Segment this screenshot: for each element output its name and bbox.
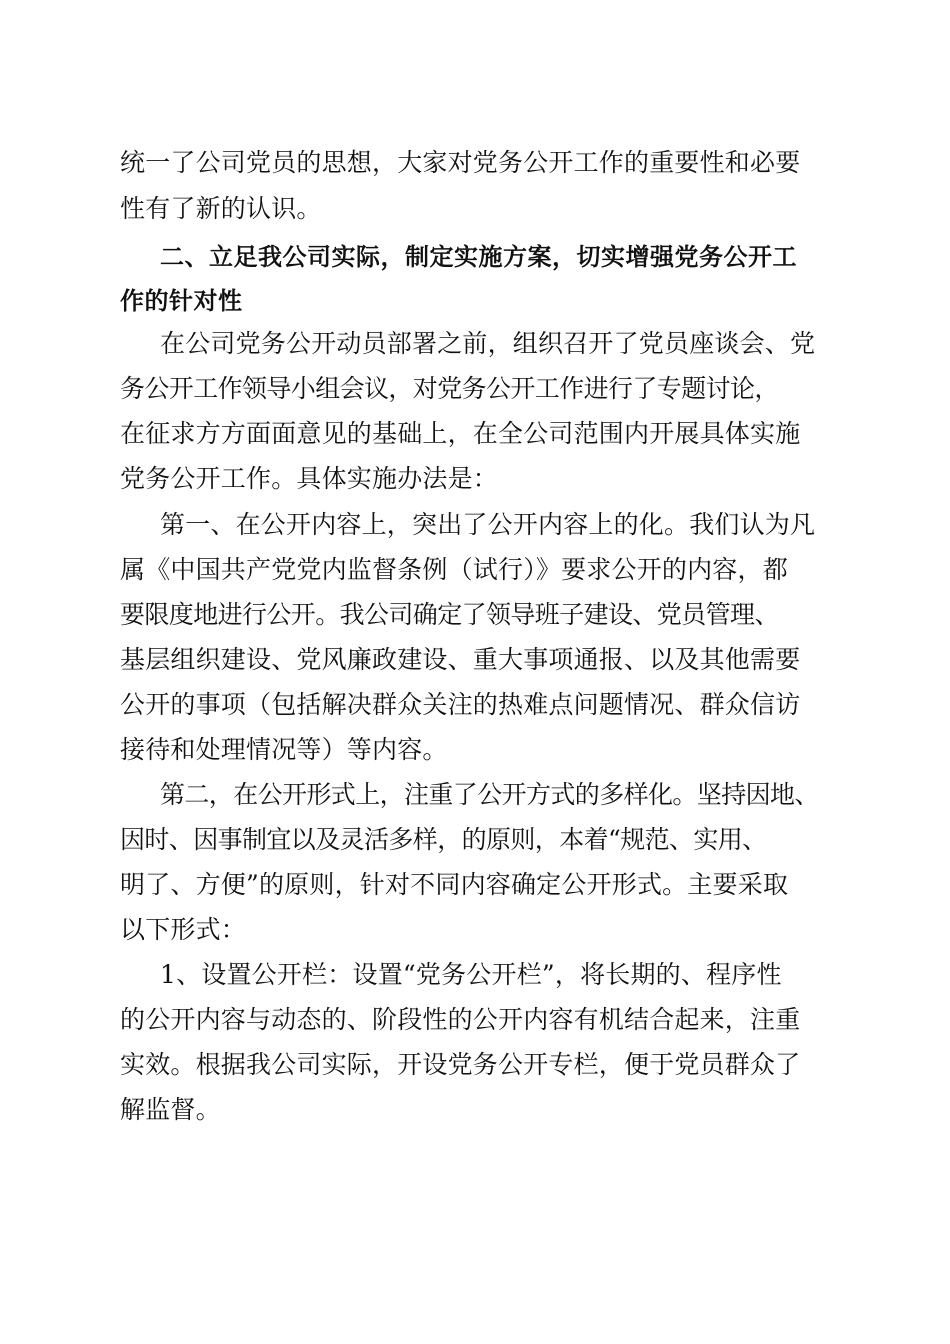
paragraph-line-12: 基层组织建设、党风廉政建设、重大事项通报、以及其他需要	[120, 645, 801, 674]
paragraph-line-11: 要限度地进行公开。我公司确定了领导班子建设、党员管理、	[120, 600, 779, 629]
paragraph-line-9: 第一、在公开内容上，突出了公开内容上的化。我们认为凡	[160, 510, 816, 539]
paragraph-line-22: 解监督。	[120, 1095, 221, 1124]
section-heading-line-1: 二、立足我公司实际，制定实施方案，切实增强党务公开工	[160, 243, 797, 271]
paragraph-line-15: 第二，在公开形式上，注重了公开方式的多样化。坚持因地、	[160, 780, 819, 809]
paragraph-line-17: 明了、方便”的原则，针对不同内容确定公开形式。主要采取	[120, 870, 789, 899]
section-heading-line-2: 作的针对性	[120, 287, 243, 315]
paragraph-line-18: 以下形式：	[120, 915, 247, 944]
paragraph-line-20: 的公开内容与动态的、阶段性的公开内容有机结合起来，注重	[120, 1005, 801, 1034]
paragraph-line-14: 接待和处理情况等）等内容。	[120, 735, 448, 764]
paragraph-line-6: 务公开工作领导小组会议，对党务公开工作进行了专题讨论，	[120, 374, 779, 403]
paragraph-line-10: 属《中国共产党党内监督条例（试行）》要求公开的内容，都	[120, 555, 788, 584]
paragraph-line-7: 在征求方方面面意见的基础上，在全公司范围内开展具体实施	[120, 419, 801, 448]
paragraph-line-2: 性有了新的认识。	[120, 194, 322, 223]
paragraph-line-8: 党务公开工作。具体实施办法是：	[120, 464, 499, 493]
paragraph-line-19: 1、设置公开栏：设置“党务公开栏”，将长期的、程序性	[160, 960, 782, 989]
paragraph-line-21: 实效。根据我公司实际，开设党务公开专栏，便于党员群众了	[120, 1050, 801, 1079]
paragraph-line-16: 因时、因事制宜以及灵活多样，的原则，本着“规范、实用、	[120, 825, 767, 854]
paragraph-line-13: 公开的事项（包括解决群众关注的热难点问题情况、群众信访	[120, 690, 801, 719]
paragraph-line-5: 在公司党务公开动员部署之前，组织召开了党员座谈会、党	[160, 329, 816, 358]
paragraph-line-1: 统一了公司党员的思想，大家对党务公开工作的重要性和必要	[120, 148, 801, 177]
